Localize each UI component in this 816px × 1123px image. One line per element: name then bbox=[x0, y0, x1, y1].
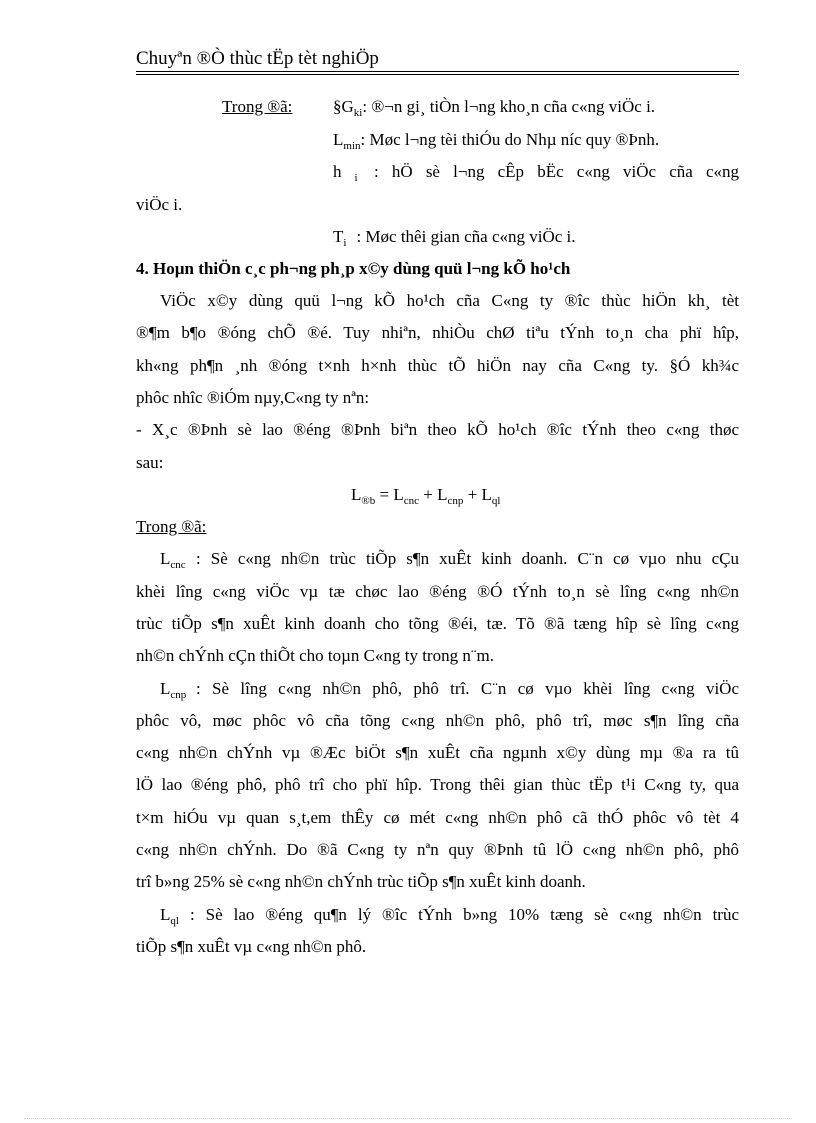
hi-text: : hÖ sè l¬ng cÊp bËc c«ng viÖc cña c«ng bbox=[374, 162, 739, 181]
paragraph-line: phôc nhîc ®iÓm nµy,C«ng ty nªn: bbox=[136, 388, 370, 407]
formula-plus-2: + bbox=[463, 485, 482, 504]
section-heading: 4. Hoµn thiÖn c¸c ph¬ng ph¸p x©y dùng quü l¬ng kÕ ho¹ch bbox=[136, 259, 571, 278]
header-rule-top bbox=[136, 71, 739, 72]
lcnc-line: : Sè c«ng nh©n trùc tiÕp s¶n xuÊt kinh doanh. C¨n cø vµo nhu cÇu bbox=[196, 549, 739, 568]
hi-continuation: viÖc i. bbox=[136, 195, 183, 214]
page-bottom-border bbox=[24, 1118, 792, 1119]
ti-symbol: T bbox=[333, 227, 344, 246]
lcnp-letter: L bbox=[160, 679, 171, 698]
lcnp-line: phôc vô, møc phôc vô cña tõng c«ng nh©n phô, phô trî, møc s¶n lîng cña bbox=[136, 711, 739, 730]
lql-letter: L bbox=[160, 905, 171, 924]
formula-lhs-sub: ®b bbox=[361, 495, 376, 507]
lcnc-subscript: cnc bbox=[170, 559, 186, 571]
lcnc-letter: L bbox=[160, 549, 171, 568]
paragraph-line: ViÖc x©y dùng quü l¬ng kÕ ho¹ch cña C«ng ty ®îc thùc hiÖn kh¸ tèt bbox=[160, 291, 739, 310]
formula-term-1-sub: cnc bbox=[403, 495, 419, 507]
lcnp-line: t×m hiÓu vµ quan s¸t,em thÊy cø mét c«ng nh©n phô cã thÓ phôc vô tèt 4 bbox=[136, 808, 739, 827]
ti-text: : Møc thêi gian cña c«ng viÖc i. bbox=[356, 227, 576, 246]
lcnp-line: : Sè lîng c«ng nh©n phô, phô trî. C¨n cø vµo khèi lîng c«ng viÖc bbox=[196, 679, 739, 698]
hi-symbol-wrap bbox=[333, 161, 358, 183]
trong-do-label: Trong ®ã: bbox=[222, 97, 293, 116]
lmin-subscript: min bbox=[343, 140, 361, 152]
bullet-line: - X¸c ®Þnh sè lao ®éng ®Þnh biªn theo kÕ ho¹ch ®îc tÝnh theo c«ng thøc bbox=[136, 420, 739, 439]
trong-do-label-2: Trong ®ã: bbox=[136, 517, 207, 536]
ti-definition bbox=[333, 226, 576, 248]
lcnc-line: trùc tiÕp s¶n xuÊt kinh doanh cho tõng ®éi, tæ. Tõ ®ã tæng hîp sè lîng c«ng bbox=[136, 614, 739, 633]
lql-line: : Sè lao ®éng qu¶n lý ®îc tÝnh b»ng 10% tæng sè c«ng nh©n trùc bbox=[190, 905, 739, 924]
paragraph-line: ®¶m b¶o ®óng chÕ ®é. Tuy nhiªn, nhiÒu chØ tiªu tÝnh to¸n cha phï hîp, bbox=[136, 323, 739, 342]
ti-subscript: i bbox=[343, 237, 347, 249]
gki-symbol: §G bbox=[333, 97, 354, 116]
lmin-text: : Møc l¬ng tèi thiÓu do Nhµ níc quy ®Þnh. bbox=[360, 130, 660, 149]
gki-definition bbox=[333, 96, 655, 118]
formula-term-1: L bbox=[393, 485, 404, 504]
lql-symbol bbox=[160, 904, 179, 926]
lcnc-line: nh©n chÝnh cÇn thiÕt cho toµn C«ng ty trong n¨m. bbox=[136, 646, 494, 665]
lcnp-symbol bbox=[160, 678, 186, 700]
formula-term-3-sub: ql bbox=[491, 495, 501, 507]
formula-lhs: L bbox=[351, 485, 362, 504]
header-rule-bottom bbox=[136, 74, 739, 75]
hi-subscript: i bbox=[354, 172, 358, 184]
lql-subscript: ql bbox=[170, 915, 179, 927]
lcnc-symbol bbox=[160, 548, 186, 570]
paragraph-line: kh«ng ph¶n ¸nh ®óng t×nh h×nh thùc tÕ hiÖn nay cña C«ng ty. §Ó kh¾c bbox=[136, 356, 739, 375]
lql-line: tiÕp s¶n xuÊt vµ c«ng nh©n phô. bbox=[136, 937, 367, 956]
lcnp-line: c«ng nh©n chÝnh. Do ®ã C«ng ty nªn quy ®Þnh tû lÖ c«ng nh©n phô, phô bbox=[136, 840, 739, 859]
lmin-definition bbox=[333, 129, 659, 151]
page-header: Chuyªn ®Ò thùc tËp tèt nghiÖp bbox=[136, 48, 379, 69]
lcnc-line: khèi lîng c«ng viÖc vµ tæ chøc lao ®éng ®Ó tÝnh to¸n sè lîng c«ng nh©n bbox=[136, 582, 739, 601]
formula-eq: = bbox=[375, 485, 394, 504]
lcnp-subscript: cnp bbox=[170, 689, 187, 701]
lmin-symbol: L bbox=[333, 130, 344, 149]
gki-subscript: ki bbox=[353, 107, 363, 119]
formula bbox=[351, 484, 500, 506]
hi-symbol: h bbox=[333, 162, 342, 181]
bullet-line: sau: bbox=[136, 453, 164, 472]
lcnp-line: trî b»ng 25% sè c«ng nh©n chÝnh trùc tiÕp s¶n xuÊt kinh doanh. bbox=[136, 872, 586, 891]
formula-term-2-sub: cnp bbox=[447, 495, 464, 507]
formula-term-3: L bbox=[481, 485, 492, 504]
lcnp-line: c«ng nh©n chÝnh vµ ®Æc biÖt s¶n xuÊt cña ngµnh x©y dùng mµ ®a ra tû bbox=[136, 743, 739, 762]
formula-plus-1: + bbox=[419, 485, 438, 504]
gki-text: : ®¬n gi¸ tiÒn l¬ng kho¸n cña c«ng viÖc i. bbox=[362, 97, 656, 116]
formula-term-2: L bbox=[437, 485, 448, 504]
lcnp-line: lÖ lao ®éng phô, phô trî cho phï hîp. Trong thêi gian thùc tËp t¹i C«ng ty, qua bbox=[136, 775, 739, 794]
